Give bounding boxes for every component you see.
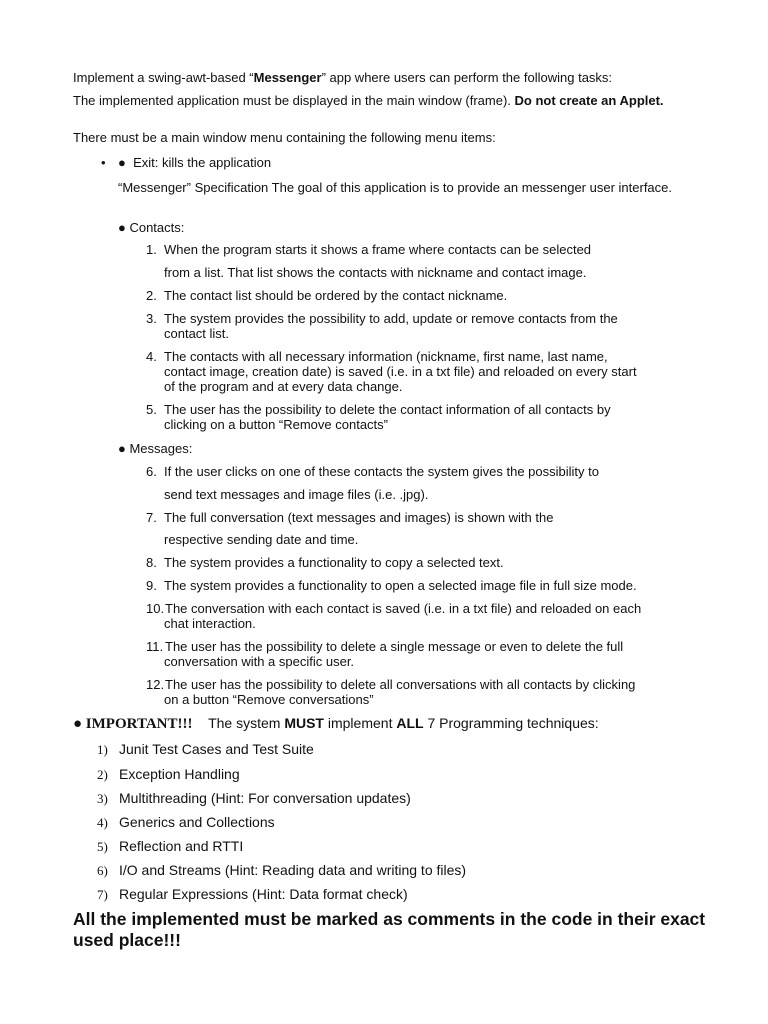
list-item-text: of the program and at every data change. [164, 379, 403, 394]
list-item-text: from a list. That list shows the contacts with nickname and contact image. [164, 265, 587, 280]
technique-item: 6) I/O and Streams (Hint: Reading data and writing to files) [97, 862, 467, 878]
important-label: ● IMPORTANT!!! [73, 716, 193, 732]
technique-item: 3) Multithreading (Hint: For conversation updates) [97, 790, 411, 806]
contacts-heading: ● Contacts: [118, 220, 185, 235]
list-item: 7. [146, 510, 157, 525]
list-item: 8. [146, 555, 157, 570]
list-item-text: When the program starts it shows a frame where contacts can be selected [164, 242, 592, 257]
list-item: 11. [146, 639, 164, 654]
list-item-text: The user has the possibility to delete the contact information of all contacts by [164, 402, 611, 417]
list-item: 10. [146, 601, 165, 616]
exit-item: ● Exit: kills the application [118, 155, 272, 170]
list-item-text: respective sending date and time. [164, 532, 359, 547]
list-item: 6. [146, 464, 157, 479]
final-note: All the implemented must be marked as comments in the code in their exact used place!!! [73, 909, 706, 950]
list-item: 5. [146, 402, 157, 417]
list-item-text: conversation with a specific user. [164, 654, 355, 669]
technique-item: 1) Junit Test Cases and Test Suite [97, 741, 314, 757]
list-item-text: The contact list should be ordered by the contact nickname. [164, 288, 508, 303]
list-item-text: on a button “Remove conversations” [164, 692, 374, 707]
intro-line-2: The implemented application must be displayed in the main window (frame). Do not create an Applet. [73, 93, 664, 108]
list-item: 3. [146, 311, 157, 326]
spec-text: “Messenger” Specification The goal of this application is to provide an messenger user interface. [118, 180, 672, 195]
messages-heading: ● Messages: [118, 441, 193, 456]
list-item: 9. [146, 578, 157, 593]
list-item-text: The conversation with each contact is saved (i.e. in a txt file) and reloaded on each [165, 601, 642, 616]
list-item-text: The contacts with all necessary information (nickname, first name, last name, [164, 349, 608, 364]
intro-line-3: There must be a main window menu containing the following menu items: [73, 130, 496, 145]
exit-outer-bullet: • [101, 155, 106, 170]
list-item-text: The system provides the possibility to add, update or remove contacts from the [164, 311, 618, 326]
list-item-text: contact image, creation date) is saved (i.e. in a txt file) and reloaded on every start [164, 364, 637, 379]
list-item-text: The full conversation (text messages and images) is shown with the [164, 510, 554, 525]
list-item-text: send text messages and image files (i.e. .jpg). [164, 487, 429, 502]
intro-line-1: Implement a swing-awt-based “Messenger” app where users can perform the following tasks: [73, 70, 613, 85]
list-item: 4. [146, 349, 157, 364]
list-item-text: The system provides a functionality to open a selected image file in full size mode. [164, 578, 637, 593]
list-item-text: clicking on a button “Remove contacts” [164, 417, 388, 432]
list-item-text: If the user clicks on one of these contacts the system gives the possibility to [164, 464, 599, 479]
technique-item: 4) Generics and Collections [97, 814, 275, 830]
list-item: 1. [146, 242, 157, 257]
technique-item: 7) Regular Expressions (Hint: Data format check) [97, 886, 408, 902]
list-item-text: The system provides a functionality to copy a selected text. [164, 555, 504, 570]
list-item: 12. [146, 677, 165, 692]
list-item-text: The user has the possibility to delete a single message or even to delete the full [165, 639, 624, 654]
technique-item: 2) Exception Handling [97, 766, 240, 782]
list-item-text: The user has the possibility to delete all conversations with all contacts by clicking [165, 677, 636, 692]
list-item-text: chat interaction. [164, 616, 256, 631]
list-item-text: contact list. [164, 326, 230, 341]
important-line: ● IMPORTANT!!! The system MUST implement ALL 7 Programming techniques: [73, 715, 599, 732]
technique-item: 5) Reflection and RTTI [97, 838, 244, 854]
list-item: 2. [146, 288, 157, 303]
